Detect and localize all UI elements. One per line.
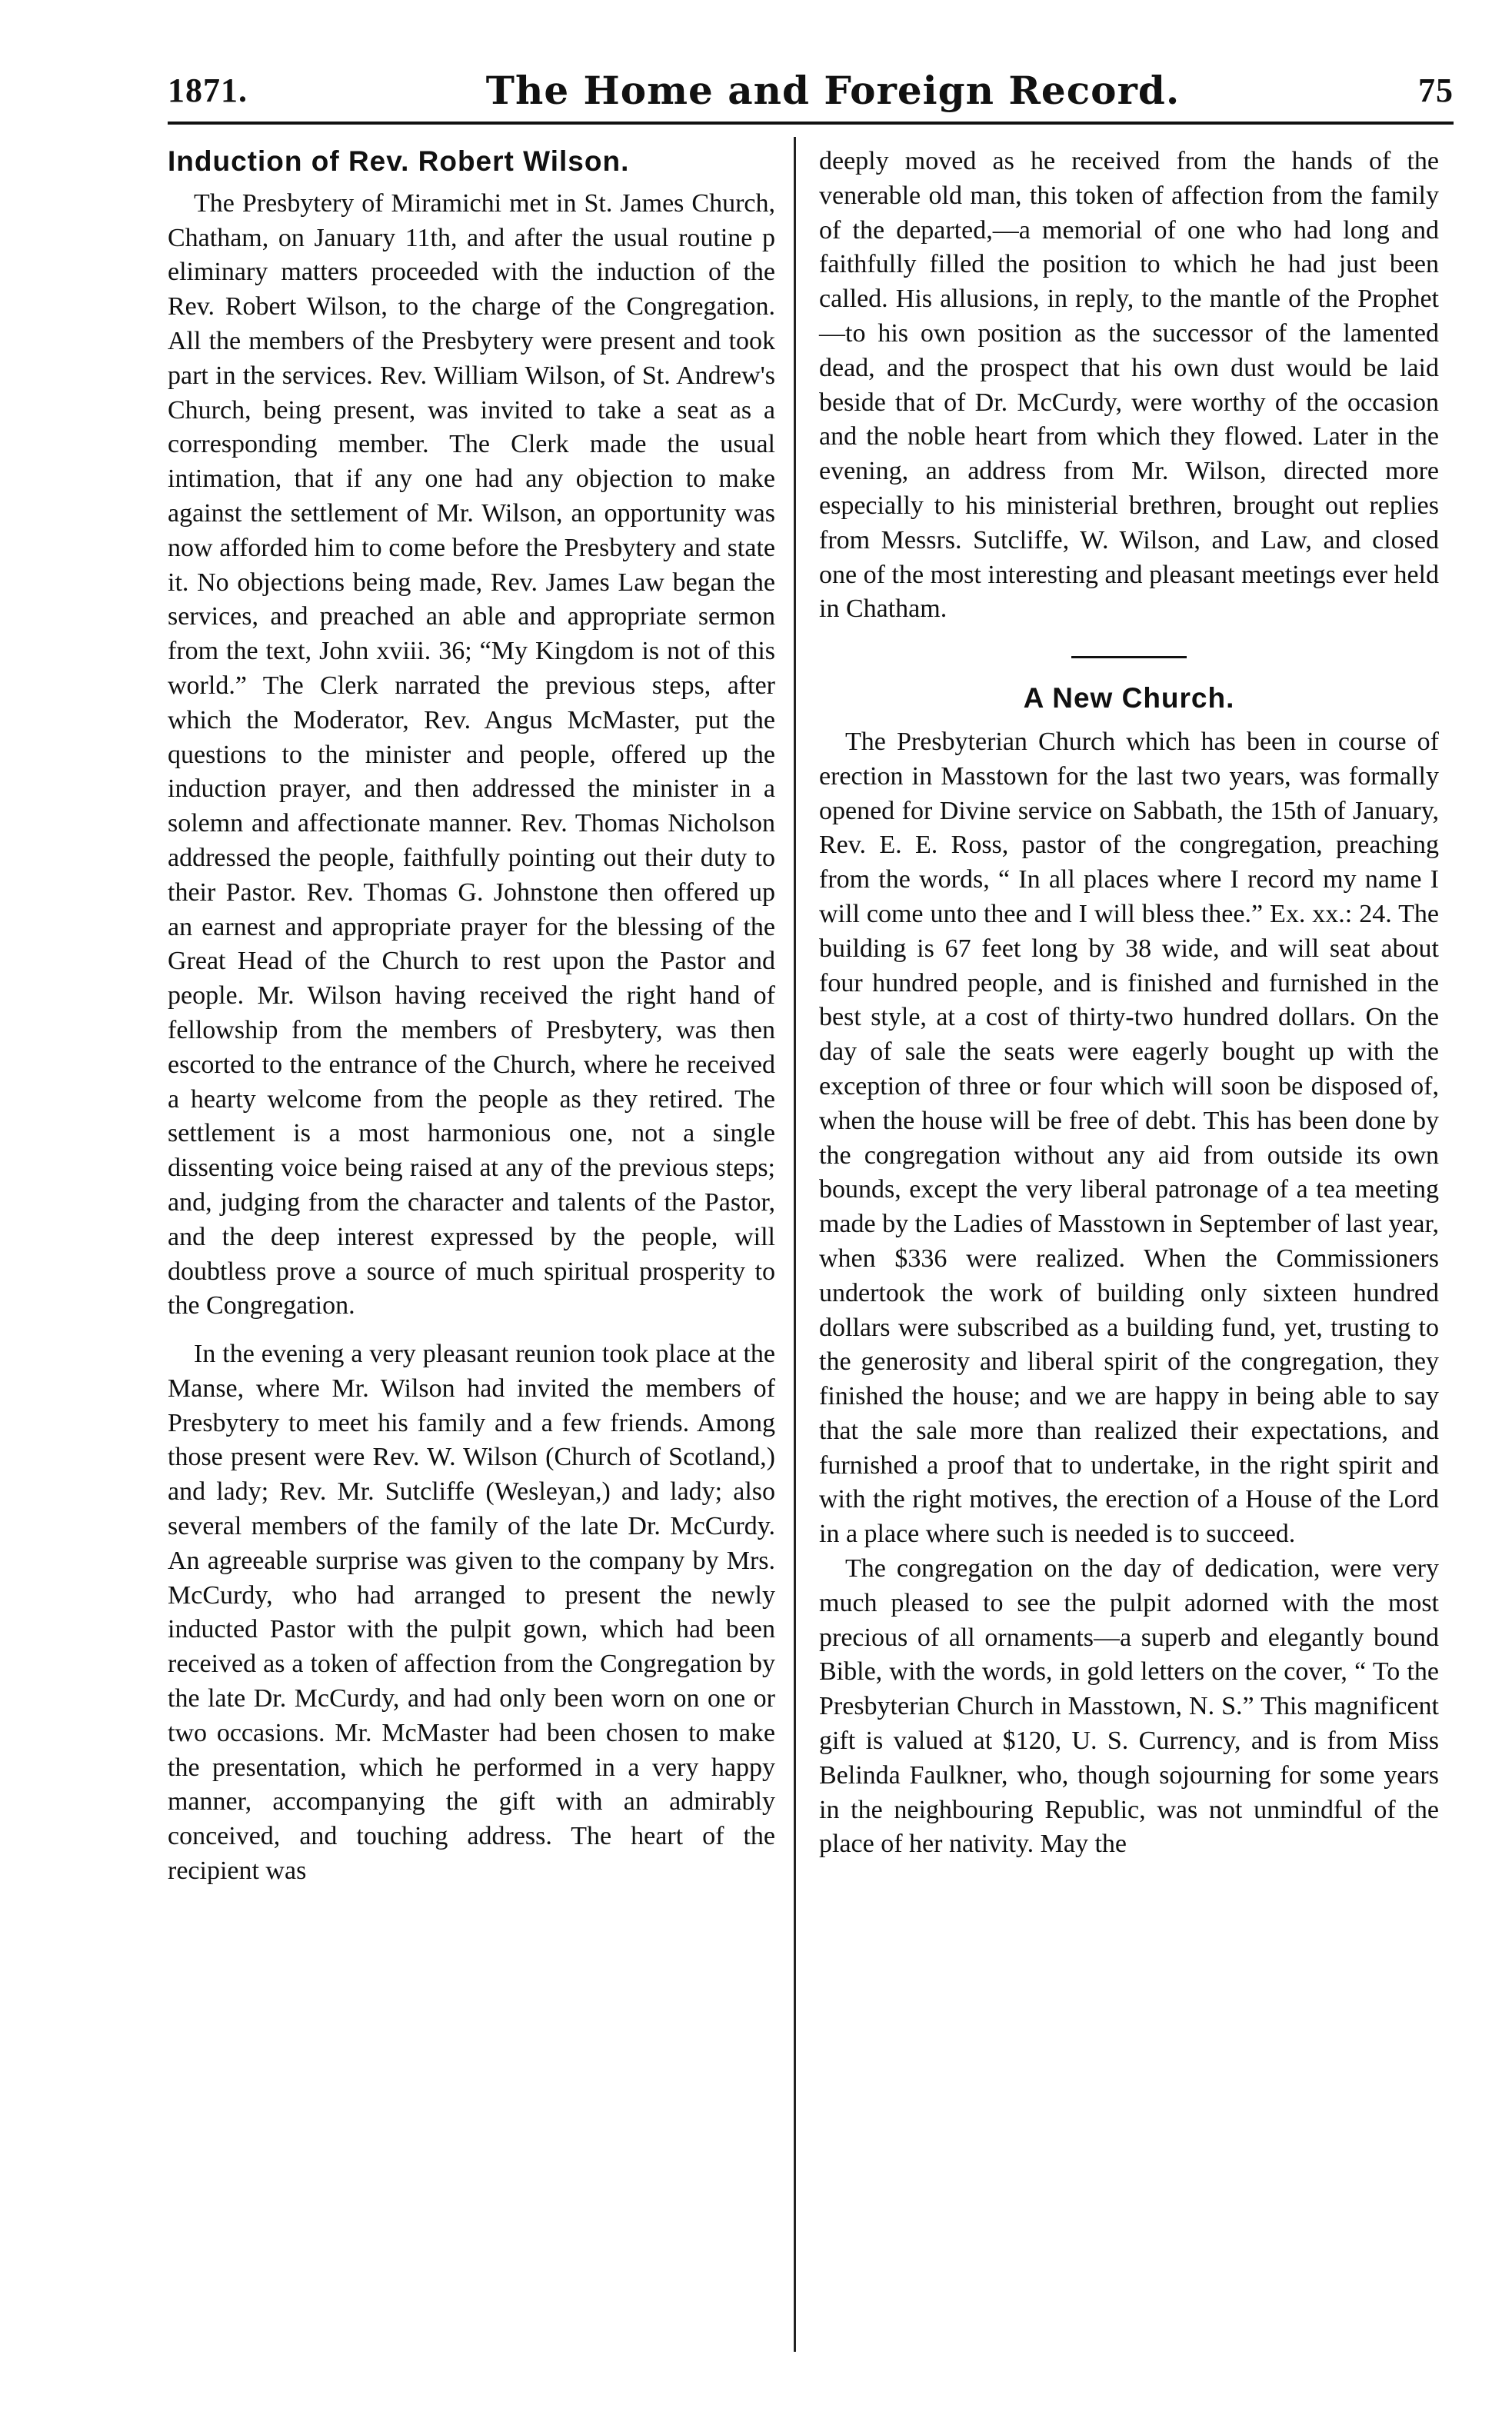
header-title: The Home and Foreign Record. [485, 67, 1181, 113]
induction-paragraph-1: The Presbytery of Miramichi met in St. James Church, Chatham, on January 11th, and after the usual routine p eliminary matters proceeded with the induction of the Rev. Robert Wilson, to the charge of the Congregation. All the members of the Presbytery were present and took part in the services. Rev. William Wilson, of St. Andrew's Church, being present, was invited to take a seat as a corresponding member. The Clerk made the usual intimation, that if any one had any objection to make against the settlement of Mr. Wilson, an opportunity was now afforded him to come before the Presbytery and state it. No objections being made, Rev. James Law began the services, and preached an able and appropriate sermon from the text, John xviii. 36; “My Kingdom is not of this world.” The Clerk narrated the previous steps, after which the Moderator, Rev. Angus McMaster, put the questions to the minister and people, offered up the induction prayer, and then addressed the minister in a solemn and affectionate manner. Rev. Thomas Nicholson addressed the people, faithfully pointing out their duty to their Pastor. Rev. Thomas G. Johnstone then offered up an earnest and appropriate prayer for the blessing of the Great Head of the Church to rest upon the Pastor and people. Mr. Wilson having received the right hand of fellowship from the members of Presbytery, was then escorted to the entrance of the Church, where he received a hearty welcome from the people as they retired. The settlement is a most harmonious one, not a single dissenting voice being raised at any of the previous steps; and, judging from the character and talents of the Pastor, and the deep interest expressed by the people, will doubtless prove a source of much spiritual prosperity to the Congregation. [168, 188, 775, 1320]
header-year: 1871. [168, 71, 248, 109]
column-divider [794, 137, 796, 2352]
induction-paragraph-2: In the evening a very pleasant reunion took place at the Manse, where Mr. Wilson had invited the members of Presbytery to meet his family and a few friends. Among those present were Rev. W. Wilson (Church of Scotland,) and lady; Rev. Mr. Sutcliffe (Wesleyan,) and lady; also several members of the family of the late Dr. McCurdy. An agreeable surprise was given to the company by Mrs. McCurdy, who had arranged to present the newly inducted Pastor with the pulpit gown, which had been received as a token of affection from the Congregation by the late Dr. McCurdy, and had only been worn on one or two occasions. Mr. McMaster had been chosen to make the presentation, which he performed in a very happy manner, accompanying the gift with an admirably conceived, and touching address. The heart of the recipient was [168, 1340, 775, 1886]
new-church-paragraph-2: The congregation on the day of dedication, were very much pleased to see the pulpit adorned with the most precious of all ornaments—a superb and elegantly bound Bible, with the words, in gold letters on the cover, “ To the Presbyterian Church in Masstown, N. S.” This magnificent gift is valued at $120, U. S. Currency, and is from Miss Belinda Faulkner, who, though sojourning for some years in the neighbouring Republic, was not unmindful of the place of her nativity. May the [819, 1554, 1439, 1859]
left-column [168, 145, 775, 1889]
right-column [819, 145, 1439, 1862]
article-title-induction: Induction of Rev. Robert Wilson. [168, 145, 630, 177]
header-rule [168, 122, 1454, 125]
running-header [168, 63, 1454, 117]
article-title-new-church: A New Church. [1023, 682, 1235, 714]
section-divider-rule [1071, 656, 1187, 658]
page-number: 75 [1418, 71, 1454, 109]
induction-paragraph-2-continued: deeply moved as he received from the hands of the venerable old man, this token of affection from the family of the departed,—a memorial of one who had long and faithfully filled the position to which he had just been called. His allusions, in reply, to the mantle of the Prophet—to his own position as the successor of the lamented dead, and the prospect that his own dust would be laid beside that of Dr. McCurdy, were worthy of the occasion and the noble heart from which they flowed. Later in the evening, an address from Mr. Wilson, directed more especially to his ministerial brethren, brought out replies from Messrs. Sutcliffe, W. Wilson, and Law, and closed one of the most interesting and pleasant meetings ever held in Chatham. [819, 147, 1439, 624]
new-church-paragraph-1: The Presbyterian Church which has been in course of erection in Masstown for the last two years, was formally opened for Divine service on Sabbath, the 15th of January, Rev. E. E. Ross, pastor of the congregation, preaching from the words, “ In all places where I record my name I will come unto thee and I will bless thee.” Ex. xx.: 24. The building is 67 feet long by 38 wide, and will seat about four hundred people, and is finished and furnished in the best style, at a cost of thirty-two hundred dollars. On the day of sale the seats were eagerly bought up with the exception of three or four which will soon be disposed of, when the house will be free of debt. This has been done by the congregation without any aid from outside its own bounds, except the very liberal patronage of a tea meeting made by the Ladies of Masstown in September of last year, when $336 were realized. When the Commissioners undertook the work of building only sixteen hundred dollars were subscribed as a building fund, yet, trusting to the generosity and liberal spirit of the congregation, they finished the house; and we are happy in being able to say that the sale more than realized their expectations, and furnished a proof that to undertake, in the right spirit and with the right motives, the erection of a House of the Lord in a place where such is needed is to succeed. [819, 727, 1439, 1549]
